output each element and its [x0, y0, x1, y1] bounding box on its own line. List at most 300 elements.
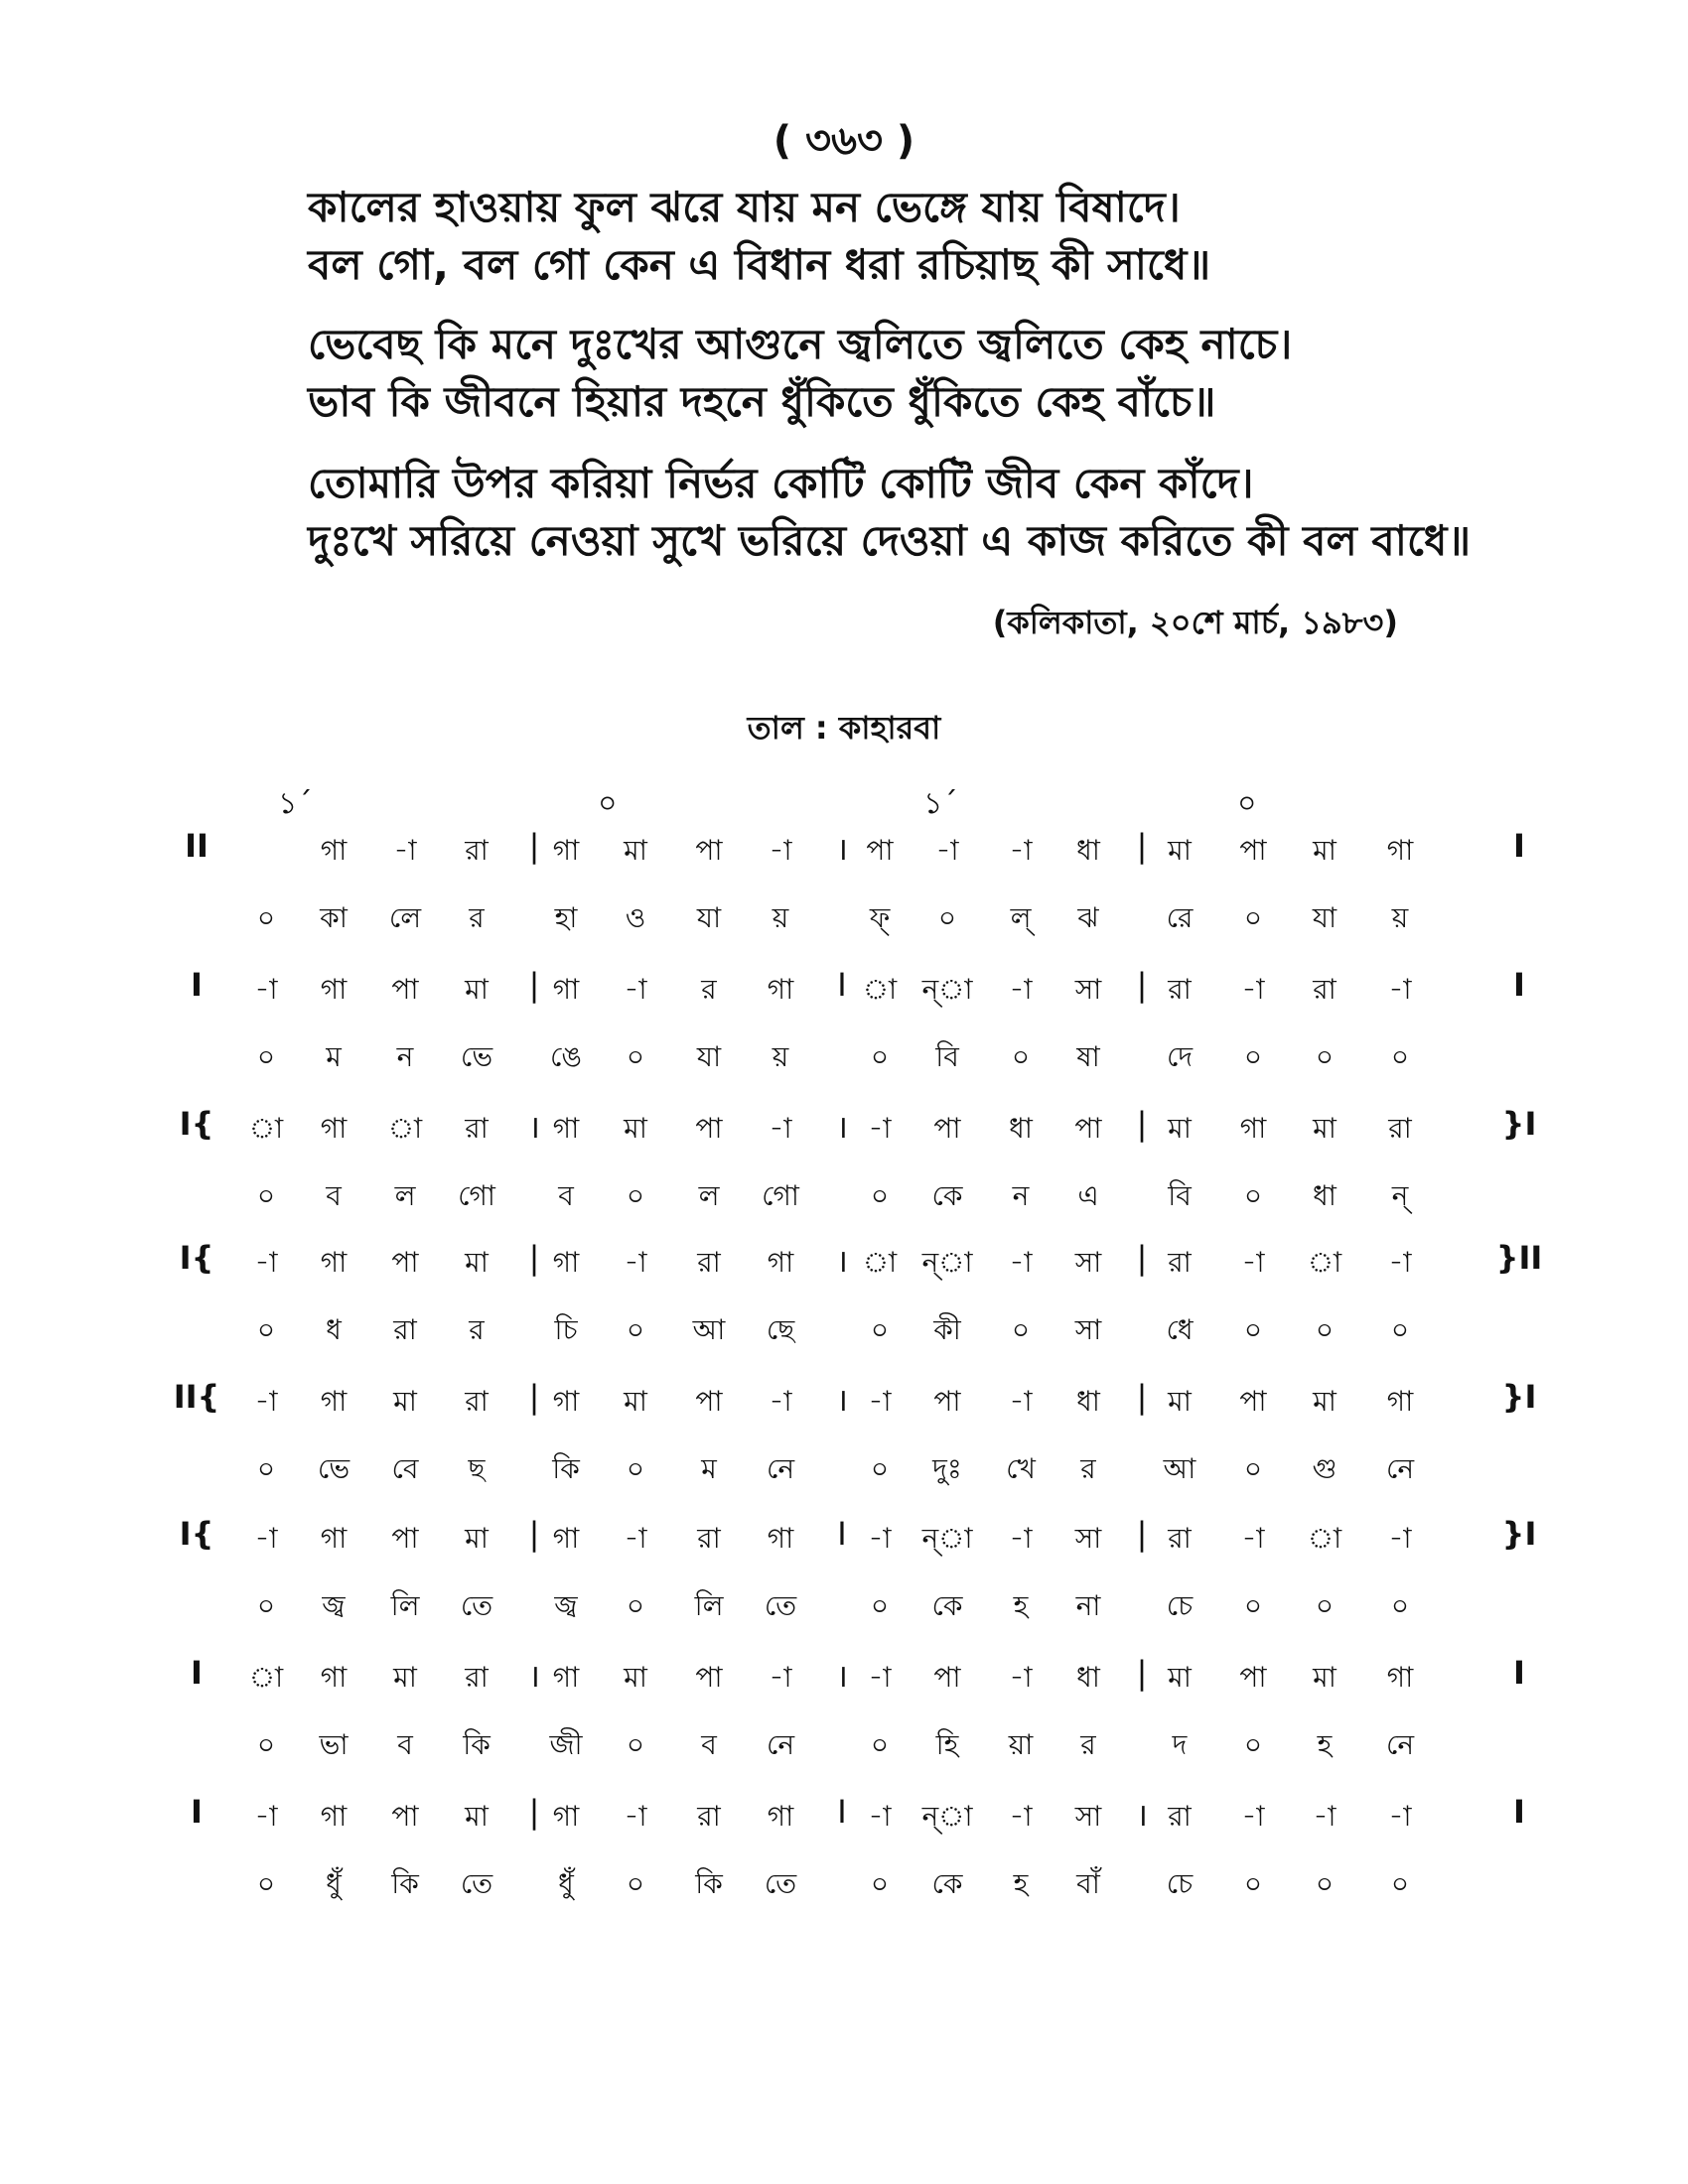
- lyric-cell: খে: [1006, 1452, 1036, 1485]
- lyric-cell: কে: [931, 1179, 963, 1212]
- lyric-cell: তে: [460, 1867, 493, 1900]
- bar-line: I: [837, 1515, 847, 1553]
- note-cell: া: [862, 973, 898, 1006]
- lyric-cell: ০: [626, 1867, 645, 1900]
- note-cell: পা: [1239, 1661, 1267, 1694]
- lyric-cell: ০: [626, 1179, 645, 1212]
- note-cell: -া: [624, 1246, 647, 1279]
- lyric-cell: ০: [626, 1313, 645, 1346]
- note-cell: -া: [1009, 1661, 1033, 1694]
- lyric-cell: য়: [772, 1040, 789, 1073]
- note-cell: রা: [697, 1522, 721, 1555]
- note-cell: ন্া: [921, 1246, 973, 1279]
- lyric-cell: ০: [1243, 1179, 1263, 1212]
- lyric-cell: ০: [1243, 1589, 1263, 1622]
- note-cell: -া: [1388, 973, 1412, 1006]
- row-end-sign: I: [1513, 1793, 1525, 1831]
- note-cell: গা: [320, 1800, 348, 1833]
- note-cell: পা: [391, 1246, 419, 1279]
- note-cell: রা: [465, 1385, 489, 1418]
- lyric-cell: ০: [1315, 1867, 1335, 1900]
- row-end-sign: }I: [1501, 1105, 1537, 1143]
- row-end-sign: }II: [1495, 1239, 1543, 1277]
- lyric-cell: নে: [1385, 1452, 1415, 1485]
- note-cell: -া: [868, 1385, 892, 1418]
- note-cell: -া: [254, 1800, 278, 1833]
- note-cell: া: [248, 1112, 284, 1145]
- note-cell: -া: [624, 1522, 647, 1555]
- taal-heading: তাল : কাহারবা: [747, 709, 941, 747]
- bar-line: |: [528, 1239, 540, 1277]
- lyric-cell: লে: [388, 901, 422, 934]
- bar-line: |: [528, 1378, 540, 1416]
- note-cell: পা: [866, 834, 894, 867]
- note-cell: মা: [1168, 1385, 1192, 1418]
- note-cell: -া: [1388, 1522, 1412, 1555]
- lyric-cell: ধা: [1313, 1179, 1336, 1212]
- row-start-sign: I{: [179, 1515, 214, 1553]
- lyric-cell: কা: [320, 901, 348, 934]
- note-cell: গা: [552, 1385, 580, 1418]
- lyric-cell: দ: [1172, 1728, 1188, 1761]
- lyric-cell: ০: [626, 1728, 645, 1761]
- lyric-cell: ব: [558, 1179, 574, 1212]
- note-cell: মা: [1313, 1661, 1336, 1694]
- lyric-cell: কি: [463, 1728, 491, 1761]
- note-cell: সা: [1074, 1800, 1102, 1833]
- lyric-cell: ০: [870, 1040, 890, 1073]
- note-cell: গা: [767, 1522, 794, 1555]
- lyric-cell: হ: [1013, 1867, 1029, 1900]
- lyric-cell: ন: [1012, 1179, 1030, 1212]
- note-cell: -া: [254, 1246, 278, 1279]
- lyric-cell: কী: [933, 1313, 961, 1346]
- lyric-cell: যা: [1312, 901, 1337, 934]
- note-cell: -া: [769, 1385, 792, 1418]
- note-cell: -া: [1009, 1800, 1033, 1833]
- note-cell: গা: [320, 834, 348, 867]
- note-cell: গা: [320, 1246, 348, 1279]
- lyric-cell: তে: [764, 1867, 797, 1900]
- lyric-cell: এ: [1077, 1179, 1099, 1212]
- row-end-sign: }I: [1501, 1515, 1537, 1553]
- note-cell: পা: [933, 1661, 961, 1694]
- lyric-cell: য়: [772, 901, 789, 934]
- lyric-cell: হ: [1013, 1589, 1029, 1622]
- lyric-cell: ০: [1315, 1040, 1335, 1073]
- lyric-cell: ০: [256, 901, 276, 934]
- lyric-cell: কে: [931, 1589, 963, 1622]
- note-cell: রা: [1168, 1246, 1192, 1279]
- lyric-cell: ভা: [319, 1728, 349, 1761]
- note-cell: মা: [393, 1661, 417, 1694]
- lyric-cell: যা: [696, 1040, 722, 1073]
- note-cell: গা: [1386, 1385, 1414, 1418]
- note-cell: -া: [624, 1800, 647, 1833]
- note-cell: মা: [393, 1385, 417, 1418]
- bar-line: |: [1136, 1654, 1148, 1692]
- lyric-cell: বে: [391, 1452, 419, 1485]
- bar-line: |: [1136, 1239, 1148, 1277]
- lyric-cell: ০: [870, 1179, 890, 1212]
- note-cell: -া: [1241, 1522, 1265, 1555]
- note-cell: -া: [1009, 1385, 1033, 1418]
- lyric-cell: য়া: [1008, 1728, 1034, 1761]
- lyric-cell: ধ: [326, 1313, 342, 1346]
- row-end-sign: I: [1513, 966, 1525, 1004]
- note-cell: -া: [1241, 1246, 1265, 1279]
- beat-mark: ১´: [923, 786, 958, 821]
- verse-line: তোমারি উপর করিয়া নির্ভর কোটি কোটি জীব কেন কাঁদে।: [308, 459, 1254, 507]
- lyric-cell: যা: [696, 901, 722, 934]
- note-cell: গা: [552, 834, 580, 867]
- note-cell: -া: [1009, 1522, 1033, 1555]
- composition-dateline: (কলিকাতা, ২০শে মার্চ, ১৯৮৩): [992, 604, 1398, 641]
- lyric-cell: ০: [256, 1452, 276, 1485]
- lyric-cell: কি: [552, 1452, 580, 1485]
- note-cell: গা: [1386, 834, 1414, 867]
- lyric-cell: ০: [256, 1179, 276, 1212]
- row-start-sign: I: [191, 1654, 203, 1692]
- bar-line: |: [1136, 966, 1148, 1004]
- lyric-cell: বি: [935, 1040, 959, 1073]
- lyric-cell: ন: [396, 1040, 414, 1073]
- lyric-cell: দুঃ: [932, 1452, 962, 1485]
- lyric-cell: ম: [326, 1040, 342, 1073]
- note-cell: রা: [465, 1661, 489, 1694]
- lyric-cell: ০: [870, 1452, 890, 1485]
- verse-line: বল গো, বল গো কেন এ বিধান ধরা রচিয়াছ কী সাধে॥: [308, 240, 1211, 289]
- lyric-cell: জ্ব: [554, 1589, 578, 1622]
- note-cell: া: [248, 1661, 284, 1694]
- lyric-cell: ০: [1243, 1452, 1263, 1485]
- note-cell: মা: [1313, 1385, 1336, 1418]
- bar-line: |: [1136, 827, 1148, 865]
- bar-line: ।: [1135, 1796, 1149, 1834]
- bar-line: ।: [835, 1381, 849, 1419]
- note-cell: গা: [552, 1661, 580, 1694]
- note-cell: পা: [933, 1385, 961, 1418]
- note-cell: মা: [624, 834, 647, 867]
- lyric-cell: ঝ: [1077, 901, 1099, 934]
- verse-line: কালের হাওয়ায় ফুল ঝরে যায় মন ভেঙ্গে যায় বিষাদে।: [308, 183, 1181, 231]
- lyric-cell: ল: [394, 1179, 416, 1212]
- row-end-sign: I: [1513, 827, 1525, 865]
- note-cell: মা: [1168, 834, 1192, 867]
- row-end-sign: }I: [1501, 1378, 1537, 1416]
- bar-line: |: [528, 827, 540, 865]
- bar-line: |: [528, 1515, 540, 1553]
- beat-mark: ০: [1237, 786, 1257, 821]
- lyric-cell: ০: [626, 1040, 645, 1073]
- lyric-cell: র: [469, 901, 485, 934]
- lyric-cell: ০: [1390, 1589, 1410, 1622]
- note-cell: গা: [320, 1522, 348, 1555]
- lyric-cell: ০: [937, 901, 957, 934]
- verse-line: দুঃখে সরিয়ে নেওয়া সুখে ভরিয়ে দেওয়া এ কাজ করিতে কী বল বাধে॥: [308, 516, 1472, 565]
- lyric-cell: ০: [870, 1867, 890, 1900]
- note-cell: পা: [933, 1112, 961, 1145]
- note-cell: রা: [1168, 1800, 1192, 1833]
- lyric-cell: ০: [1390, 1313, 1410, 1346]
- note-cell: -া: [868, 1112, 892, 1145]
- note-cell: মা: [1168, 1112, 1192, 1145]
- note-cell: গা: [320, 1385, 348, 1418]
- note-cell: রা: [1313, 973, 1336, 1006]
- lyric-cell: নে: [766, 1452, 795, 1485]
- note-cell: মা: [624, 1661, 647, 1694]
- lyric-cell: গু: [1312, 1452, 1337, 1485]
- note-cell: রা: [697, 1246, 721, 1279]
- note-cell: া: [1307, 1246, 1342, 1279]
- note-cell: পা: [695, 834, 723, 867]
- lyric-cell: ফ্: [869, 901, 891, 934]
- bar-line: |: [1136, 1105, 1148, 1143]
- lyric-cell: ম: [701, 1452, 717, 1485]
- note-cell: গা: [767, 973, 794, 1006]
- lyric-cell: ধে: [1166, 1313, 1194, 1346]
- note-cell: -া: [393, 834, 417, 867]
- row-start-sign: I: [191, 966, 203, 1004]
- note-cell: গা: [552, 1800, 580, 1833]
- lyric-cell: বি: [1168, 1179, 1192, 1212]
- note-cell: রা: [465, 1112, 489, 1145]
- note-cell: -া: [254, 1522, 278, 1555]
- note-cell: -া: [1009, 1246, 1033, 1279]
- note-cell: া: [1307, 1522, 1342, 1555]
- note-cell: র: [701, 973, 717, 1006]
- note-cell: মা: [1313, 1112, 1336, 1145]
- note-cell: রা: [1168, 1522, 1192, 1555]
- lyric-cell: ভে: [460, 1040, 493, 1073]
- lyric-cell: লি: [390, 1589, 420, 1622]
- lyric-cell: ০: [1243, 1313, 1263, 1346]
- note-cell: -া: [1388, 1800, 1412, 1833]
- note-cell: -া: [1313, 1800, 1336, 1833]
- note-cell: পা: [391, 973, 419, 1006]
- lyric-cell: ল্: [1010, 901, 1032, 934]
- verse-line: ভাব কি জীবনে হিয়ার দহনে ধুঁকিতে ধুঁকিতে কেহ বাঁচে॥: [308, 377, 1216, 426]
- bar-line: I: [837, 966, 847, 1004]
- bar-line: ।: [527, 1657, 541, 1695]
- bar-line: ।: [527, 1108, 541, 1146]
- note-cell: গা: [767, 1246, 794, 1279]
- note-cell: -া: [1388, 1246, 1412, 1279]
- lyric-cell: ০: [626, 1452, 645, 1485]
- note-cell: -া: [254, 973, 278, 1006]
- lyric-cell: দে: [1166, 1040, 1194, 1073]
- note-cell: গা: [1239, 1112, 1267, 1145]
- lyric-cell: না: [1075, 1589, 1101, 1622]
- note-cell: মা: [624, 1385, 647, 1418]
- note-cell: গা: [552, 973, 580, 1006]
- note-cell: মা: [624, 1112, 647, 1145]
- note-cell: সা: [1074, 973, 1102, 1006]
- note-cell: -া: [1241, 1800, 1265, 1833]
- row-start-sign: I{: [179, 1105, 214, 1143]
- note-cell: পা: [391, 1522, 419, 1555]
- lyric-cell: আ: [1163, 1452, 1196, 1485]
- note-cell: ধা: [1076, 834, 1100, 867]
- row-start-sign: I: [191, 1793, 203, 1831]
- lyric-cell: ০: [870, 1589, 890, 1622]
- lyric-cell: ০: [1315, 1589, 1335, 1622]
- bar-line: ।: [835, 1242, 849, 1280]
- lyric-cell: র: [1080, 1452, 1096, 1485]
- lyric-cell: ০: [256, 1040, 276, 1073]
- lyric-cell: ঙে: [550, 1040, 582, 1073]
- note-cell: -া: [868, 1522, 892, 1555]
- lyric-cell: গো: [458, 1179, 495, 1212]
- lyric-cell: আ: [692, 1313, 726, 1346]
- lyric-cell: ধুঁ: [558, 1867, 574, 1900]
- bar-line: ।: [835, 1657, 849, 1695]
- note-cell: -া: [254, 1385, 278, 1418]
- lyric-cell: জী: [549, 1728, 583, 1761]
- note-cell: গা: [320, 1112, 348, 1145]
- note-cell: গা: [552, 1522, 580, 1555]
- lyric-cell: ছ: [468, 1452, 486, 1485]
- lyric-cell: ধুঁ: [326, 1867, 342, 1900]
- lyric-cell: রা: [393, 1313, 417, 1346]
- lyric-cell: ০: [256, 1728, 276, 1761]
- note-cell: মা: [465, 1800, 489, 1833]
- lyric-cell: ন্: [1391, 1179, 1409, 1212]
- lyric-cell: য়: [1391, 901, 1409, 934]
- note-cell: মা: [465, 973, 489, 1006]
- note-cell: া: [862, 1246, 898, 1279]
- note-cell: ন্া: [921, 1522, 973, 1555]
- lyric-cell: ছে: [766, 1313, 795, 1346]
- bar-line: I: [837, 1793, 847, 1831]
- lyric-cell: কি: [391, 1867, 419, 1900]
- row-start-sign: II{: [173, 1378, 220, 1416]
- note-cell: রা: [1388, 1112, 1412, 1145]
- lyric-cell: ব: [397, 1728, 413, 1761]
- lyric-cell: ০: [1243, 901, 1263, 934]
- note-cell: সা: [1074, 1522, 1102, 1555]
- bar-line: |: [1136, 1378, 1148, 1416]
- note-cell: মা: [1313, 834, 1336, 867]
- bar-line: |: [1136, 1515, 1148, 1553]
- lyric-cell: গো: [762, 1179, 799, 1212]
- lyric-cell: ল: [698, 1179, 720, 1212]
- lyric-cell: ও: [625, 901, 646, 934]
- row-end-sign: I: [1513, 1654, 1525, 1692]
- note-cell: -া: [868, 1661, 892, 1694]
- lyric-cell: হি: [935, 1728, 959, 1761]
- lyric-cell: রে: [1166, 901, 1194, 934]
- beat-mark: ০: [598, 786, 618, 821]
- note-cell: -া: [769, 1661, 792, 1694]
- row-start-sign: I{: [179, 1239, 214, 1277]
- note-cell: পা: [1239, 834, 1267, 867]
- lyric-cell: ০: [1243, 1040, 1263, 1073]
- lyric-cell: র: [1080, 1728, 1096, 1761]
- lyric-cell: ০: [1315, 1313, 1335, 1346]
- note-cell: ধা: [1076, 1385, 1100, 1418]
- lyric-cell: কি: [695, 1867, 723, 1900]
- note-cell: মা: [1168, 1661, 1192, 1694]
- beat-mark: ১´: [278, 786, 313, 821]
- note-cell: পা: [695, 1385, 723, 1418]
- bar-line: |: [528, 966, 540, 1004]
- row-start-sign: II: [185, 827, 209, 865]
- note-cell: -া: [868, 1800, 892, 1833]
- bar-line: ।: [835, 1108, 849, 1146]
- note-cell: গা: [552, 1112, 580, 1145]
- lyric-cell: চি: [554, 1313, 578, 1346]
- bar-line: ।: [835, 830, 849, 868]
- lyric-cell: ০: [1011, 1040, 1031, 1073]
- verse-line: ভেবেছ কি মনে দুঃখের আগুনে জ্বলিতে জ্বলিতে কেহ নাচে।: [308, 320, 1293, 368]
- note-cell: -া: [1009, 834, 1033, 867]
- note-cell: -া: [1241, 973, 1265, 1006]
- note-cell: গা: [320, 973, 348, 1006]
- lyric-cell: জ্ব: [322, 1589, 346, 1622]
- lyric-cell: নে: [766, 1728, 795, 1761]
- note-cell: -া: [769, 1112, 792, 1145]
- lyric-cell: ০: [1390, 1867, 1410, 1900]
- lyric-cell: ষা: [1076, 1040, 1100, 1073]
- note-cell: -া: [1009, 973, 1033, 1006]
- lyric-cell: ০: [1243, 1728, 1263, 1761]
- lyric-cell: চে: [1166, 1867, 1194, 1900]
- lyric-cell: র: [469, 1313, 485, 1346]
- lyric-cell: ০: [1011, 1313, 1031, 1346]
- note-cell: পা: [695, 1661, 723, 1694]
- note-cell: ধা: [1009, 1112, 1033, 1145]
- note-cell: গা: [767, 1800, 794, 1833]
- lyric-cell: ০: [626, 1589, 645, 1622]
- note-cell: গা: [320, 1661, 348, 1694]
- note-cell: রা: [465, 834, 489, 867]
- lyric-cell: ভে: [317, 1452, 351, 1485]
- lyric-cell: কে: [931, 1867, 963, 1900]
- lyric-cell: ব: [326, 1179, 342, 1212]
- lyric-cell: ০: [1243, 1867, 1263, 1900]
- lyric-cell: ০: [1390, 1040, 1410, 1073]
- note-cell: সা: [1074, 1246, 1102, 1279]
- lyric-cell: নে: [1385, 1728, 1415, 1761]
- lyric-cell: বাঁ: [1076, 1867, 1100, 1900]
- bar-line: |: [528, 1793, 540, 1831]
- lyric-cell: চে: [1166, 1589, 1194, 1622]
- note-cell: া: [387, 1112, 423, 1145]
- note-cell: -া: [935, 834, 959, 867]
- note-cell: -া: [769, 834, 792, 867]
- note-cell: পা: [695, 1112, 723, 1145]
- lyric-cell: হা: [554, 901, 578, 934]
- note-cell: মা: [465, 1246, 489, 1279]
- note-cell: পা: [1239, 1385, 1267, 1418]
- lyric-cell: ০: [870, 1728, 890, 1761]
- note-cell: মা: [465, 1522, 489, 1555]
- note-cell: ন্া: [921, 973, 973, 1006]
- page-number: ( ৩৬৩ ): [773, 118, 915, 164]
- note-cell: রা: [1168, 973, 1192, 1006]
- note-cell: গা: [552, 1246, 580, 1279]
- note-cell: পা: [391, 1800, 419, 1833]
- note-cell: ন্া: [921, 1800, 973, 1833]
- lyric-cell: সা: [1074, 1313, 1102, 1346]
- lyric-cell: লি: [694, 1589, 724, 1622]
- note-cell: ধা: [1076, 1661, 1100, 1694]
- note-cell: পা: [1074, 1112, 1102, 1145]
- note-cell: গা: [1386, 1661, 1414, 1694]
- lyric-cell: হ: [1317, 1728, 1333, 1761]
- note-cell: -া: [624, 973, 647, 1006]
